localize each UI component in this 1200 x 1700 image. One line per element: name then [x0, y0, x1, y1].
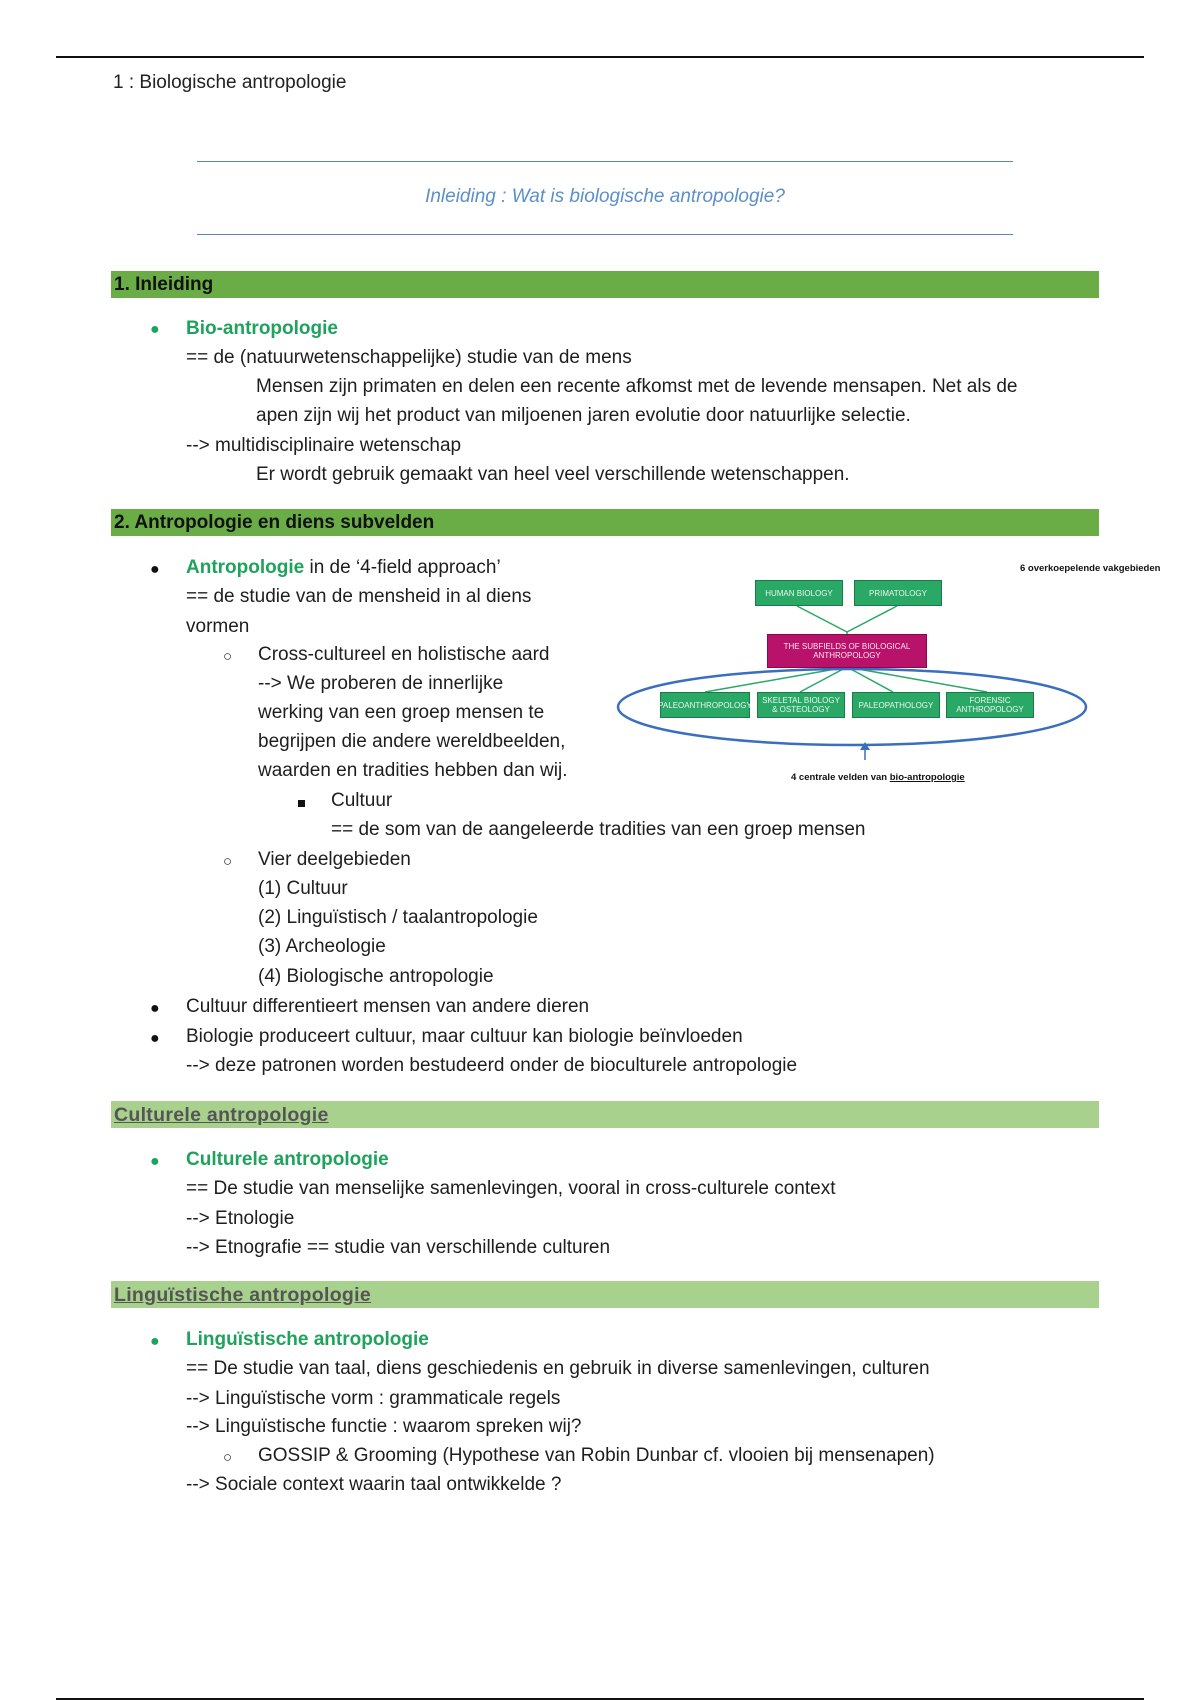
- chapter-header: 1 : Biologische antropologie: [113, 72, 347, 93]
- arrow-line: --> Linguïstische functie : waarom spreken wij?: [186, 1416, 582, 1437]
- sub-item: Cross-cultureel en holistische aard: [258, 644, 550, 665]
- sub-sub-item: Cultuur: [331, 790, 393, 811]
- sub-item: GOSSIP & Grooming (Hypothese van Robin Dunbar cf. vlooien bij mensenapen): [258, 1445, 935, 1466]
- box-primatology: PRIMATOLOGY: [854, 580, 942, 606]
- bullet-dot: ●: [150, 1333, 160, 1350]
- diagram-lines: [615, 560, 1090, 788]
- note-text: 4 centrale velden van: [791, 772, 890, 783]
- paragraph-line: apen zijn wij het product van miljoenen jaren evolutie door natuurlijke selectie.: [256, 405, 911, 426]
- circle-bullet: ○: [223, 1449, 233, 1466]
- definition: == De studie van taal, diens geschiedenis en gebruik in diverse samenlevingen, culturen: [186, 1358, 930, 1379]
- term-antropologie: Antropologie: [186, 557, 305, 578]
- sub-sub-definition: == de som van de aangeleerde tradities van een groep mensen: [331, 819, 866, 840]
- term-bio-antropologie: Bio-antropologie: [186, 318, 338, 339]
- bullet-dot: ●: [150, 561, 160, 578]
- antropologie-line: [186, 557, 501, 579]
- sub-line: begrijpen die andere wereldbeelden,: [258, 731, 566, 752]
- section-title: Culturele antropologie: [114, 1104, 329, 1126]
- page-title: Inleiding : Wat is biologische antropologie?: [425, 186, 785, 207]
- numbered-item: (4) Biologische antropologie: [258, 966, 494, 987]
- sub-line: --> We proberen de innerlijke: [258, 673, 504, 694]
- bullet-dot: ●: [150, 321, 160, 338]
- arrow-line: --> Sociale context waarin taal ontwikkelde ?: [186, 1474, 562, 1495]
- box-forensic-anthropology: FORENSIC ANTHROPOLOGY: [946, 692, 1034, 718]
- box-skeletal-biology: SKELETAL BIOLOGY & OSTEOLOGY: [757, 692, 845, 718]
- arrow-line: --> deze patronen worden bestudeerd onder de bioculturele antropologie: [186, 1055, 798, 1076]
- section-header-linguistische: [111, 1281, 1099, 1308]
- sub-item: Vier deelgebieden: [258, 849, 411, 870]
- bullet-dot: ●: [150, 1153, 160, 1170]
- term-rest: in de ‘4-field approach’: [304, 557, 501, 578]
- section-header-culturele: [111, 1101, 1099, 1128]
- definition: == De studie van menselijke samenlevingen, vooral in cross-culturele context: [186, 1178, 836, 1199]
- section-title: Linguïstische antropologie: [114, 1284, 371, 1306]
- bullet-text: Biologie produceert cultuur, maar cultuur kan biologie beïnvloeden: [186, 1026, 743, 1047]
- section-title: 2. Antropologie en diens subvelden: [114, 512, 435, 533]
- section-header-subvelden: [111, 509, 1099, 536]
- numbered-item: (1) Cultuur: [258, 878, 348, 899]
- definition: == de (natuurwetenschappelijke) studie van de mens: [186, 347, 632, 368]
- bullet-text: Cultuur differentieert mensen van andere dieren: [186, 996, 590, 1017]
- bullet-dot: ●: [150, 1030, 160, 1047]
- numbered-item: (2) Linguïstisch / taalantropologie: [258, 907, 538, 928]
- box-paleopathology: PALEOPATHOLOGY: [852, 692, 940, 718]
- bullet-dot: ●: [150, 1000, 160, 1017]
- box-paleoanthropology: PALEOANTHROPOLOGY: [660, 692, 750, 718]
- paragraph-line: Er wordt gebruik gemaakt van heel veel verschillende wetenschappen.: [256, 464, 850, 485]
- sub-line: werking van een groep mensen te: [258, 702, 545, 723]
- subfields-diagram: [615, 560, 1090, 788]
- note-underlined: bio-antropologie: [889, 772, 965, 783]
- definition: == de studie van de mensheid in al diens: [186, 586, 532, 607]
- term-culturele-antropologie: Culturele antropologie: [186, 1149, 389, 1170]
- sub-line: waarden en tradities hebben dan wij.: [258, 760, 568, 781]
- numbered-item: (3) Archeologie: [258, 936, 386, 957]
- square-bullet: [298, 800, 305, 807]
- diagram-note-bottom: [791, 772, 965, 783]
- section-title: 1. Inleiding: [114, 274, 214, 295]
- arrow-line: --> Linguïstische vorm : grammaticale regels: [186, 1388, 561, 1409]
- section-header-inleiding: [111, 271, 1099, 298]
- title-box: [197, 161, 1013, 235]
- term-linguistische-antropologie: Linguïstische antropologie: [186, 1329, 429, 1350]
- circle-bullet: ○: [223, 853, 233, 870]
- arrow-line: --> Etnografie == studie van verschillende culturen: [186, 1237, 611, 1258]
- arrow-line: --> multidisciplinaire wetenschap: [186, 435, 462, 456]
- top-rule: [56, 56, 1144, 58]
- box-human-biology: HUMAN BIOLOGY: [755, 580, 843, 606]
- diagram-note-top: 6 overkoepelende vakgebieden: [1020, 563, 1161, 574]
- arrow-line: --> Etnologie: [186, 1208, 295, 1229]
- box-subfields: THE SUBFIELDS OF BIOLOGICAL ANTHROPOLOGY: [767, 634, 927, 668]
- circle-bullet: ○: [223, 648, 233, 665]
- definition: vormen: [186, 616, 250, 637]
- paragraph-line: Mensen zijn primaten en delen een recente afkomst met de levende mensapen. Net als de: [256, 376, 1018, 397]
